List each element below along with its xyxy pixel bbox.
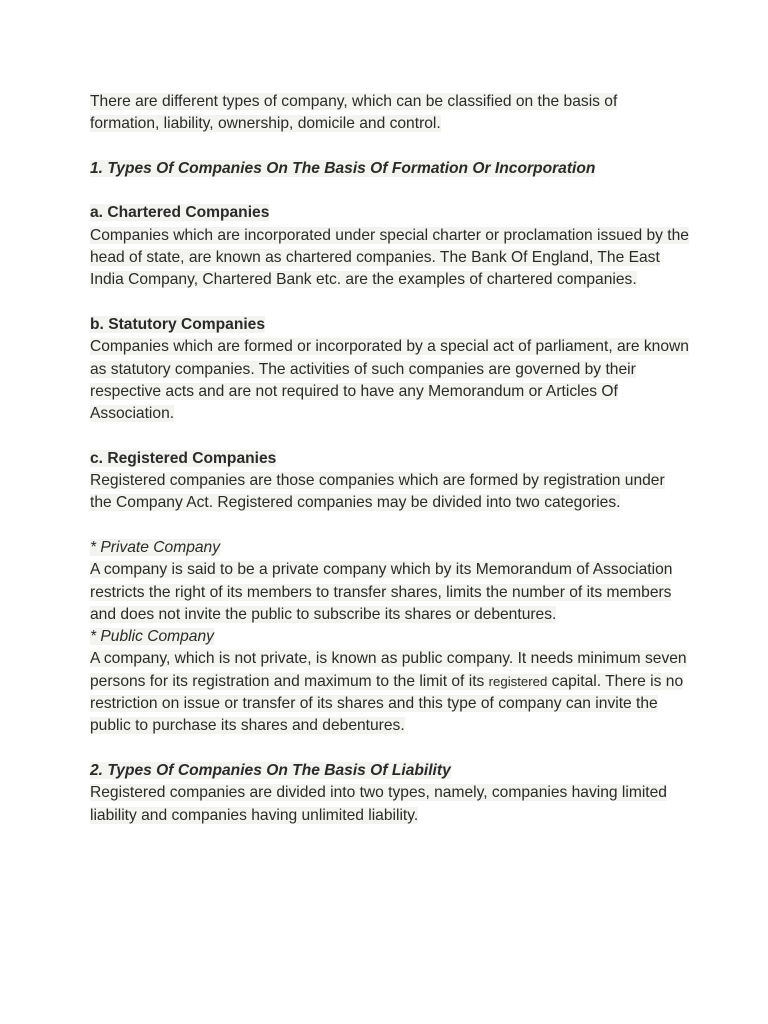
spacer bbox=[90, 180, 690, 202]
spacer bbox=[90, 738, 690, 760]
document-content bbox=[90, 91, 690, 827]
spacer bbox=[90, 292, 690, 314]
section2-heading: 2. Types Of Companies On The Basis Of Liability bbox=[90, 761, 451, 779]
chartered-body: Companies which are incorporated under special charter or proclamation issued by the head of state, are known as chartered companies. The Bank Of England, The East India Company, Chartered Bank etc. are the examples of chartered companies. bbox=[90, 226, 689, 289]
section2-body: Registered companies are divided into two types, namely, companies having limited liability and companies having unlimited liability. bbox=[90, 784, 667, 824]
public-company-body: A company, which is not private, is known as public company. It needs minimum seven persons for its registration and maximum to the limit of its registered capital. There is no restriction on issue or transfer of its shares and this type of company can invite the public to purchase its shares and debentures. bbox=[90, 650, 687, 735]
registered-heading: c. Registered Companies bbox=[90, 449, 277, 467]
registered-body: Registered companies are those companies which are formed by registration under the Company Act. Registered companies may be divided into two categories. bbox=[90, 472, 665, 512]
private-company-heading: * Private Company bbox=[90, 538, 221, 556]
spacer bbox=[90, 425, 690, 447]
statutory-body: Companies which are formed or incorporated by a special act of parliament, are known as statutory companies. The activities of such companies are governed by their respective acts and are not required to have any Memorandum or Articles Of Association. bbox=[90, 338, 689, 423]
statutory-heading: b. Statutory Companies bbox=[90, 315, 266, 333]
chartered-heading: a. Chartered Companies bbox=[90, 204, 270, 222]
public-company-heading: * Public Company bbox=[90, 628, 214, 646]
spacer bbox=[90, 515, 690, 537]
section1-heading: 1. Types Of Companies On The Basis Of Formation Or Incorporation bbox=[90, 159, 596, 177]
private-company-body: A company is said to be a private company which by its Memorandum of Association restricts the right of its members to transfer shares, limits the number of its members and does not invite the public to subscribe its shares or debentures. bbox=[90, 561, 673, 623]
intro-paragraph: There are different types of company, which can be classified on the basis of formation, liability, ownership, domicile and control. bbox=[90, 93, 618, 133]
spacer bbox=[90, 136, 690, 158]
